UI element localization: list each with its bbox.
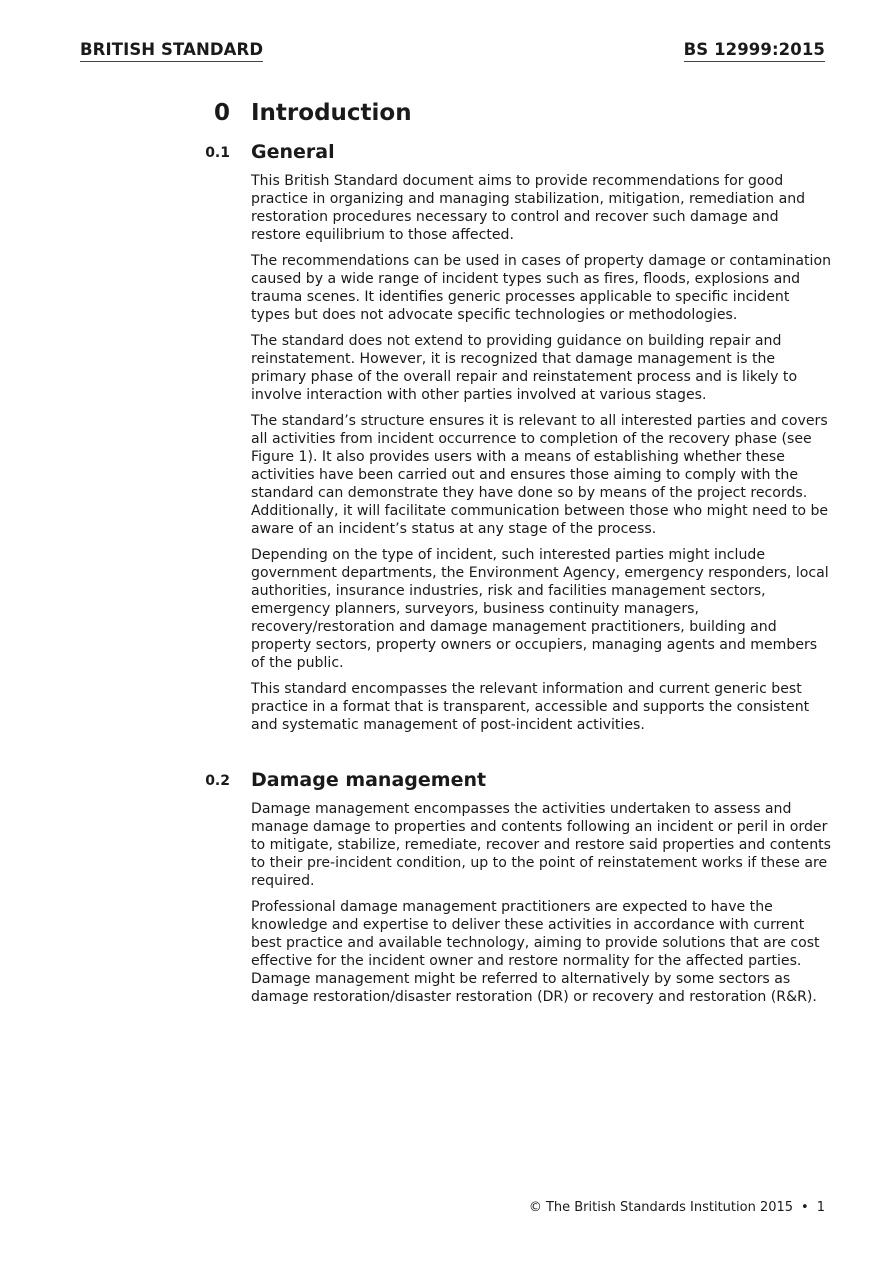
section-number-0-1: 0.1 — [205, 145, 230, 161]
page-footer — [529, 1200, 825, 1215]
chapter-title: Introduction — [251, 100, 412, 126]
paragraph: The standard does not extend to providing guidance on building repair and reinstatement. However, it is recognized that damage management is the primary phase of the overall repair and reinstatement process and is likely to involve interaction with other parties involved at various stages. — [251, 333, 798, 403]
paragraph: The recommendations can be used in cases of property damage or contamination caused by a wide range of incident types such as fires, floods, explosions and trauma scenes. It identifies generic processes applicable to specific incident types but does not advocate specific technologies or methodologies. — [251, 253, 831, 323]
running-header-right: BS 12999:2015 — [684, 40, 825, 62]
section-number-0-2: 0.2 — [205, 773, 230, 789]
section-body-damage-management — [251, 800, 831, 1014]
chapter-number: 0 — [213, 100, 230, 126]
paragraph: The standard’s structure ensures it is relevant to all interested parties and covers all activities from incident occurrence to completion of the recovery phase (see Figure 1). It also provides users with a means of establishing whether these activities have been carried out and ensures those aiming to comply with the standard can demonstrate they have done so by means of the project records. Additionally, it will facilitate communication between those who might need to be aware of an incident’s status at any stage of the process. — [251, 413, 829, 537]
copyright-text: © The British Standards Institution 2015 — [528, 1200, 794, 1215]
running-header-left: BRITISH STANDARD — [80, 40, 263, 62]
paragraph: This standard encompasses the relevant information and current generic best practice in a format that is transparent, accessible and supports the consistent and systematic management of post-incident activities. — [251, 681, 810, 733]
paragraph: Depending on the type of incident, such interested parties might include government departments, the Environment Agency, emergency responders, local authorities, insurance industries, risk and facilities management sectors, emergency planners, surveyors, business continuity managers, recovery/restoration and damage management practitioners, building and property sectors, property owners or occupiers, managing agents and members of the public. — [251, 547, 829, 671]
bullet-separator: • — [801, 1200, 809, 1215]
page-number: 1 — [816, 1200, 825, 1215]
section-title-general: General — [251, 141, 335, 163]
section-body-general — [251, 172, 831, 742]
section-title-damage-management: Damage management — [251, 769, 487, 791]
paragraph: Damage management encompasses the activities undertaken to assess and manage damage to properties and contents following an incident or peril in order to mitigate, stabilize, remediate, recover and restore said properties and contents to their pre-incident condition, up to the point of reinstatement works if these are required. — [251, 801, 832, 889]
paragraph: Professional damage management practitioners are expected to have the knowledge and expertise to deliver these activities in accordance with current best practice and available technology, aiming to provide solutions that are cost effective for the incident owner and restore normality for the affected parties. Damage management might be referred to alternatively by some sectors as damage restoration/disaster restoration (DR) or recovery and restoration (R&R). — [251, 899, 820, 1005]
paragraph: This British Standard document aims to provide recommendations for good practice in organizing and managing stabilization, mitigation, remediation and restoration procedures necessary to control and recover such damage and restore equilibrium to those affected. — [251, 173, 806, 243]
